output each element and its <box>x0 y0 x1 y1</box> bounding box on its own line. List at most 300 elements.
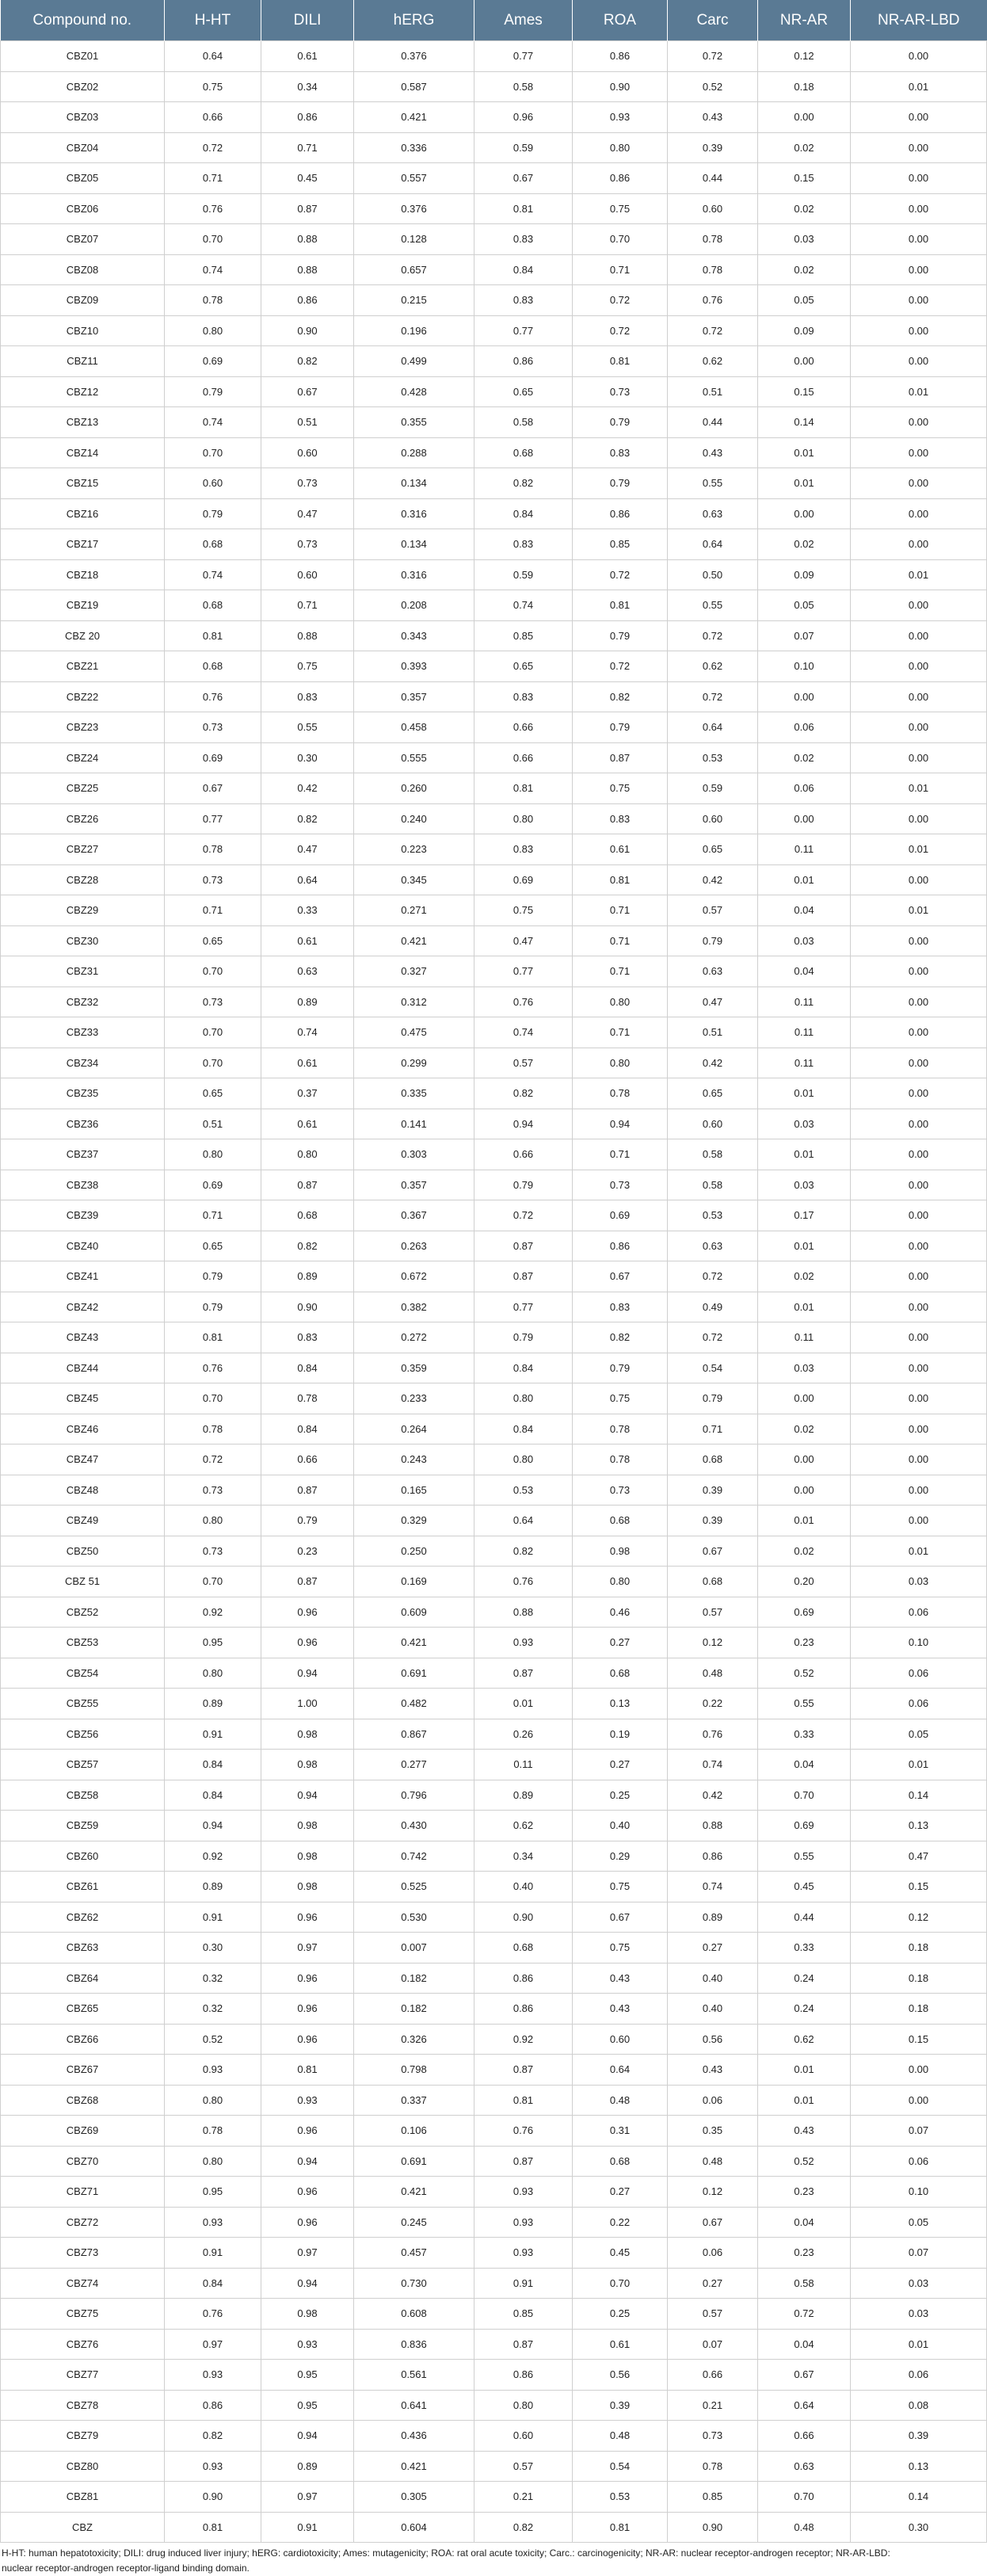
value-cell: 0.68 <box>668 1567 758 1597</box>
value-cell: 0.80 <box>573 132 668 163</box>
value-cell: 0.93 <box>474 1628 573 1658</box>
table-row <box>1 1536 987 1567</box>
table-row <box>1 1170 987 1200</box>
column-header: Compound no. <box>1 0 165 41</box>
table-row <box>1 2390 987 2421</box>
value-cell: 0.39 <box>668 132 758 163</box>
value-cell: 0.81 <box>165 1322 261 1353</box>
value-cell: 0.79 <box>573 468 668 499</box>
table-row <box>1 2451 987 2482</box>
value-cell: 0.47 <box>261 834 354 865</box>
value-cell: 0.245 <box>354 2207 474 2238</box>
value-cell: 0.76 <box>668 1719 758 1750</box>
value-cell: 0.83 <box>474 285 573 316</box>
value-cell: 0.78 <box>668 224 758 255</box>
value-cell: 0.82 <box>261 803 354 834</box>
column-header: hERG <box>354 0 474 41</box>
value-cell: 0.29 <box>573 1841 668 1872</box>
value-cell: 0.79 <box>573 407 668 438</box>
value-cell: 0.79 <box>668 1383 758 1414</box>
value-cell: 0.03 <box>758 925 851 956</box>
table-row <box>1 163 987 194</box>
compound-cell: CBZ29 <box>1 895 165 926</box>
value-cell: 0.92 <box>165 1841 261 1872</box>
value-cell: 0.84 <box>474 254 573 285</box>
compound-cell: CBZ70 <box>1 2146 165 2177</box>
compound-cell: CBZ31 <box>1 956 165 987</box>
value-cell: 0.74 <box>165 559 261 590</box>
table-row <box>1 2177 987 2208</box>
value-cell: 0.00 <box>851 193 987 224</box>
table-row <box>1 1872 987 1902</box>
value-cell: 0.00 <box>851 1444 987 1475</box>
value-cell: 0.81 <box>261 2055 354 2086</box>
compound-cell: CBZ45 <box>1 1383 165 1414</box>
value-cell: 0.94 <box>261 1780 354 1811</box>
table-row <box>1 834 987 865</box>
value-cell: 0.355 <box>354 407 474 438</box>
value-cell: 0.91 <box>165 2238 261 2269</box>
value-cell: 0.233 <box>354 1383 474 1414</box>
table-row <box>1 376 987 407</box>
compound-cell: CBZ 20 <box>1 620 165 651</box>
value-cell: 0.04 <box>758 2207 851 2238</box>
value-cell: 0.40 <box>668 1994 758 2025</box>
value-cell: 0.61 <box>573 2329 668 2360</box>
value-cell: 0.89 <box>261 987 354 1017</box>
value-cell: 0.98 <box>573 1536 668 1567</box>
table-row <box>1 1689 987 1719</box>
value-cell: 0.58 <box>474 407 573 438</box>
value-cell: 0.61 <box>261 1109 354 1139</box>
value-cell: 0.15 <box>758 163 851 194</box>
value-cell: 0.45 <box>573 2238 668 2269</box>
compound-cell: CBZ11 <box>1 346 165 377</box>
value-cell: 0.60 <box>261 437 354 468</box>
value-cell: 0.87 <box>474 1261 573 1292</box>
value-cell: 0.75 <box>573 1383 668 1414</box>
value-cell: 0.367 <box>354 1200 474 1231</box>
value-cell: 0.64 <box>668 712 758 743</box>
value-cell: 0.00 <box>851 651 987 682</box>
value-cell: 0.51 <box>261 407 354 438</box>
value-cell: 0.51 <box>668 1017 758 1048</box>
value-cell: 0.23 <box>758 2177 851 2208</box>
value-cell: 0.88 <box>261 620 354 651</box>
value-cell: 0.11 <box>758 1322 851 1353</box>
value-cell: 0.98 <box>261 1750 354 1780</box>
value-cell: 0.68 <box>573 2146 668 2177</box>
value-cell: 0.82 <box>573 1322 668 1353</box>
value-cell: 0.39 <box>573 2390 668 2421</box>
value-cell: 0.79 <box>573 712 668 743</box>
value-cell: 0.49 <box>668 1292 758 1322</box>
value-cell: 0.00 <box>851 41 987 72</box>
value-cell: 0.00 <box>851 1200 987 1231</box>
value-cell: 0.01 <box>851 559 987 590</box>
value-cell: 0.86 <box>474 1963 573 1994</box>
value-cell: 0.72 <box>668 315 758 346</box>
compound-cell: CBZ33 <box>1 1017 165 1048</box>
value-cell: 0.798 <box>354 2055 474 2086</box>
value-cell: 0.79 <box>261 1506 354 1536</box>
table-row <box>1 529 987 560</box>
value-cell: 0.77 <box>474 315 573 346</box>
value-cell: 0.98 <box>261 1872 354 1902</box>
value-cell: 0.67 <box>668 1536 758 1567</box>
value-cell: 0.96 <box>261 2116 354 2147</box>
value-cell: 0.88 <box>668 1811 758 1841</box>
value-cell: 0.15 <box>851 1872 987 1902</box>
table-row <box>1 346 987 377</box>
compound-cell: CBZ67 <box>1 2055 165 2086</box>
value-cell: 0.01 <box>758 864 851 895</box>
value-cell: 0.94 <box>261 2146 354 2177</box>
value-cell: 0.43 <box>668 102 758 133</box>
value-cell: 0.40 <box>474 1872 573 1902</box>
compound-cell: CBZ27 <box>1 834 165 865</box>
column-header: H-HT <box>165 0 261 41</box>
value-cell: 0.14 <box>851 2482 987 2513</box>
value-cell: 0.80 <box>474 1444 573 1475</box>
compound-cell: CBZ24 <box>1 742 165 773</box>
value-cell: 0.76 <box>165 1353 261 1383</box>
value-cell: 0.77 <box>474 1292 573 1322</box>
value-cell: 0.85 <box>474 620 573 651</box>
value-cell: 0.00 <box>851 1383 987 1414</box>
table-row <box>1 1017 987 1048</box>
value-cell: 0.68 <box>573 1658 668 1689</box>
value-cell: 0.00 <box>758 1444 851 1475</box>
value-cell: 0.72 <box>758 2299 851 2330</box>
value-cell: 0.00 <box>851 712 987 743</box>
compound-cell: CBZ64 <box>1 1963 165 1994</box>
value-cell: 0.76 <box>474 2116 573 2147</box>
value-cell: 0.70 <box>165 1567 261 1597</box>
value-cell: 0.92 <box>474 2024 573 2055</box>
value-cell: 0.11 <box>758 987 851 1017</box>
value-cell: 0.68 <box>261 1200 354 1231</box>
value-cell: 0.71 <box>573 1017 668 1048</box>
value-cell: 0.00 <box>851 742 987 773</box>
value-cell: 0.00 <box>851 681 987 712</box>
value-cell: 0.345 <box>354 864 474 895</box>
value-cell: 0.06 <box>851 2360 987 2391</box>
value-cell: 0.03 <box>758 1109 851 1139</box>
value-cell: 0.46 <box>573 1597 668 1628</box>
value-cell: 0.97 <box>261 1933 354 1963</box>
value-cell: 0.00 <box>851 1353 987 1383</box>
value-cell: 0.27 <box>668 2268 758 2299</box>
value-cell: 0.561 <box>354 2360 474 2391</box>
value-cell: 0.01 <box>758 2085 851 2116</box>
value-cell: 0.00 <box>851 620 987 651</box>
value-cell: 0.421 <box>354 925 474 956</box>
value-cell: 0.72 <box>668 681 758 712</box>
value-cell: 0.75 <box>573 1872 668 1902</box>
value-cell: 0.07 <box>668 2329 758 2360</box>
value-cell: 0.421 <box>354 2451 474 2482</box>
value-cell: 0.65 <box>668 834 758 865</box>
value-cell: 0.00 <box>851 590 987 621</box>
value-cell: 0.00 <box>851 254 987 285</box>
value-cell: 0.86 <box>165 2390 261 2421</box>
value-cell: 0.54 <box>573 2451 668 2482</box>
compound-cell: CBZ54 <box>1 1658 165 1689</box>
value-cell: 0.00 <box>851 1017 987 1048</box>
value-cell: 0.65 <box>668 1078 758 1109</box>
value-cell: 0.71 <box>573 925 668 956</box>
value-cell: 0.37 <box>261 1078 354 1109</box>
value-cell: 0.76 <box>165 193 261 224</box>
value-cell: 0.91 <box>165 1719 261 1750</box>
table-row <box>1 132 987 163</box>
value-cell: 0.96 <box>261 1628 354 1658</box>
table-row <box>1 2421 987 2452</box>
value-cell: 0.01 <box>758 1506 851 1536</box>
value-cell: 0.96 <box>261 2024 354 2055</box>
value-cell: 0.86 <box>261 102 354 133</box>
value-cell: 0.96 <box>261 1963 354 1994</box>
value-cell: 0.85 <box>668 2482 758 2513</box>
value-cell: 0.72 <box>573 651 668 682</box>
value-cell: 0.03 <box>758 1353 851 1383</box>
compound-cell: CBZ77 <box>1 2360 165 2391</box>
value-cell: 0.00 <box>851 1506 987 1536</box>
value-cell: 0.74 <box>474 590 573 621</box>
value-cell: 0.83 <box>261 681 354 712</box>
value-cell: 0.34 <box>261 71 354 102</box>
value-cell: 0.71 <box>668 1414 758 1444</box>
compound-cell: CBZ47 <box>1 1444 165 1475</box>
value-cell: 0.21 <box>668 2390 758 2421</box>
value-cell: 0.06 <box>851 1597 987 1628</box>
value-cell: 0.02 <box>758 1536 851 1567</box>
value-cell: 0.72 <box>165 132 261 163</box>
value-cell: 0.89 <box>165 1872 261 1902</box>
value-cell: 0.93 <box>261 2085 354 2116</box>
compound-cell: CBZ01 <box>1 41 165 72</box>
value-cell: 0.134 <box>354 529 474 560</box>
value-cell: 0.69 <box>758 1597 851 1628</box>
value-cell: 0.106 <box>354 2116 474 2147</box>
value-cell: 0.96 <box>261 2177 354 2208</box>
value-cell: 0.86 <box>668 1841 758 1872</box>
value-cell: 0.06 <box>851 1689 987 1719</box>
compound-cell: CBZ53 <box>1 1628 165 1658</box>
value-cell: 0.57 <box>668 1597 758 1628</box>
value-cell: 0.74 <box>668 1872 758 1902</box>
value-cell: 0.00 <box>851 468 987 499</box>
value-cell: 0.72 <box>668 1261 758 1292</box>
value-cell: 0.35 <box>668 2116 758 2147</box>
value-cell: 0.00 <box>851 1261 987 1292</box>
value-cell: 0.86 <box>573 1231 668 1261</box>
compound-cell: CBZ25 <box>1 773 165 804</box>
value-cell: 0.93 <box>573 102 668 133</box>
value-cell: 0.18 <box>851 1933 987 1963</box>
value-cell: 0.47 <box>261 498 354 529</box>
value-cell: 0.67 <box>758 2360 851 2391</box>
value-cell: 0.00 <box>851 346 987 377</box>
value-cell: 0.93 <box>165 2207 261 2238</box>
value-cell: 0.80 <box>165 1506 261 1536</box>
table-row <box>1 224 987 255</box>
value-cell: 0.04 <box>758 956 851 987</box>
value-cell: 0.74 <box>165 407 261 438</box>
compound-cell: CBZ <box>1 2512 165 2543</box>
table-row <box>1 1963 987 1994</box>
value-cell: 0.604 <box>354 2512 474 2543</box>
value-cell: 0.01 <box>758 468 851 499</box>
value-cell: 0.30 <box>851 2512 987 2543</box>
compound-cell: CBZ48 <box>1 1475 165 1506</box>
value-cell: 0.00 <box>851 1414 987 1444</box>
value-cell: 0.01 <box>758 1231 851 1261</box>
value-cell: 0.93 <box>474 2177 573 2208</box>
value-cell: 0.90 <box>261 1292 354 1322</box>
value-cell: 0.45 <box>261 163 354 194</box>
compound-cell: CBZ37 <box>1 1139 165 1170</box>
value-cell: 0.357 <box>354 681 474 712</box>
value-cell: 0.90 <box>261 315 354 346</box>
value-cell: 0.75 <box>573 773 668 804</box>
value-cell: 0.240 <box>354 803 474 834</box>
value-cell: 0.70 <box>165 956 261 987</box>
value-cell: 0.81 <box>474 773 573 804</box>
value-cell: 0.87 <box>261 1475 354 1506</box>
table-row <box>1 2055 987 2086</box>
value-cell: 0.335 <box>354 1078 474 1109</box>
value-cell: 0.67 <box>165 773 261 804</box>
value-cell: 0.01 <box>851 1750 987 1780</box>
value-cell: 0.66 <box>474 742 573 773</box>
value-cell: 0.76 <box>474 987 573 1017</box>
value-cell: 0.499 <box>354 346 474 377</box>
value-cell: 0.05 <box>758 285 851 316</box>
table-row <box>1 315 987 346</box>
value-cell: 0.87 <box>474 1231 573 1261</box>
value-cell: 0.42 <box>261 773 354 804</box>
value-cell: 0.23 <box>758 2238 851 2269</box>
value-cell: 0.169 <box>354 1567 474 1597</box>
column-header: NR-AR <box>758 0 851 41</box>
value-cell: 0.134 <box>354 468 474 499</box>
value-cell: 0.40 <box>573 1811 668 1841</box>
value-cell: 0.78 <box>165 1414 261 1444</box>
value-cell: 0.02 <box>758 1261 851 1292</box>
value-cell: 0.39 <box>668 1475 758 1506</box>
compound-cell: CBZ57 <box>1 1750 165 1780</box>
value-cell: 0.82 <box>261 346 354 377</box>
value-cell: 0.71 <box>165 895 261 926</box>
value-cell: 0.64 <box>758 2390 851 2421</box>
value-cell: 0.60 <box>668 193 758 224</box>
value-cell: 0.641 <box>354 2390 474 2421</box>
value-cell: 0.50 <box>668 559 758 590</box>
value-cell: 0.47 <box>668 987 758 1017</box>
value-cell: 0.87 <box>261 1567 354 1597</box>
value-cell: 0.13 <box>851 1811 987 1841</box>
table-row <box>1 2329 987 2360</box>
compound-cell: CBZ75 <box>1 2299 165 2330</box>
value-cell: 0.00 <box>851 1078 987 1109</box>
value-cell: 0.02 <box>758 193 851 224</box>
compound-cell: CBZ66 <box>1 2024 165 2055</box>
value-cell: 0.47 <box>851 1841 987 1872</box>
value-cell: 0.87 <box>261 193 354 224</box>
value-cell: 0.55 <box>668 468 758 499</box>
value-cell: 0.72 <box>573 285 668 316</box>
value-cell: 0.66 <box>261 1444 354 1475</box>
table-row <box>1 437 987 468</box>
compound-cell: CBZ44 <box>1 1353 165 1383</box>
value-cell: 0.62 <box>758 2024 851 2055</box>
value-cell: 0.587 <box>354 71 474 102</box>
value-cell: 0.95 <box>261 2360 354 2391</box>
value-cell: 0.336 <box>354 132 474 163</box>
value-cell: 0.24 <box>758 1994 851 2025</box>
value-cell: 0.43 <box>758 2116 851 2147</box>
value-cell: 0.00 <box>851 1322 987 1353</box>
value-cell: 0.90 <box>165 2482 261 2513</box>
value-cell: 0.00 <box>851 1109 987 1139</box>
value-cell: 0.61 <box>261 1048 354 1078</box>
value-cell: 0.01 <box>851 2329 987 2360</box>
table-row <box>1 1994 987 2025</box>
value-cell: 0.61 <box>573 834 668 865</box>
value-cell: 0.78 <box>573 1414 668 1444</box>
value-cell: 0.24 <box>758 1963 851 1994</box>
table-row <box>1 742 987 773</box>
value-cell: 0.457 <box>354 2238 474 2269</box>
table-row <box>1 2207 987 2238</box>
value-cell: 0.68 <box>165 529 261 560</box>
value-cell: 0.263 <box>354 1231 474 1261</box>
column-header: Carc <box>668 0 758 41</box>
value-cell: 0.53 <box>474 1475 573 1506</box>
value-cell: 0.00 <box>758 346 851 377</box>
compound-cell: CBZ32 <box>1 987 165 1017</box>
table-row <box>1 1475 987 1506</box>
value-cell: 0.03 <box>851 2299 987 2330</box>
value-cell: 0.74 <box>165 254 261 285</box>
value-cell: 0.71 <box>261 132 354 163</box>
value-cell: 0.15 <box>851 2024 987 2055</box>
value-cell: 0.85 <box>474 2299 573 2330</box>
value-cell: 0.84 <box>261 1353 354 1383</box>
value-cell: 0.43 <box>668 437 758 468</box>
compound-cell: CBZ40 <box>1 1231 165 1261</box>
compound-cell: CBZ81 <box>1 2482 165 2513</box>
value-cell: 0.80 <box>573 1567 668 1597</box>
value-cell: 0.60 <box>668 803 758 834</box>
value-cell: 0.376 <box>354 193 474 224</box>
table-row <box>1 2085 987 2116</box>
value-cell: 0.393 <box>354 651 474 682</box>
compound-cell: CBZ55 <box>1 1689 165 1719</box>
value-cell: 0.91 <box>261 2512 354 2543</box>
compound-cell: CBZ15 <box>1 468 165 499</box>
value-cell: 0.76 <box>165 681 261 712</box>
value-cell: 0.44 <box>758 1902 851 1933</box>
value-cell: 0.79 <box>573 1353 668 1383</box>
value-cell: 0.264 <box>354 1414 474 1444</box>
value-cell: 0.327 <box>354 956 474 987</box>
value-cell: 0.11 <box>758 1017 851 1048</box>
value-cell: 0.64 <box>573 2055 668 2086</box>
value-cell: 0.00 <box>851 529 987 560</box>
